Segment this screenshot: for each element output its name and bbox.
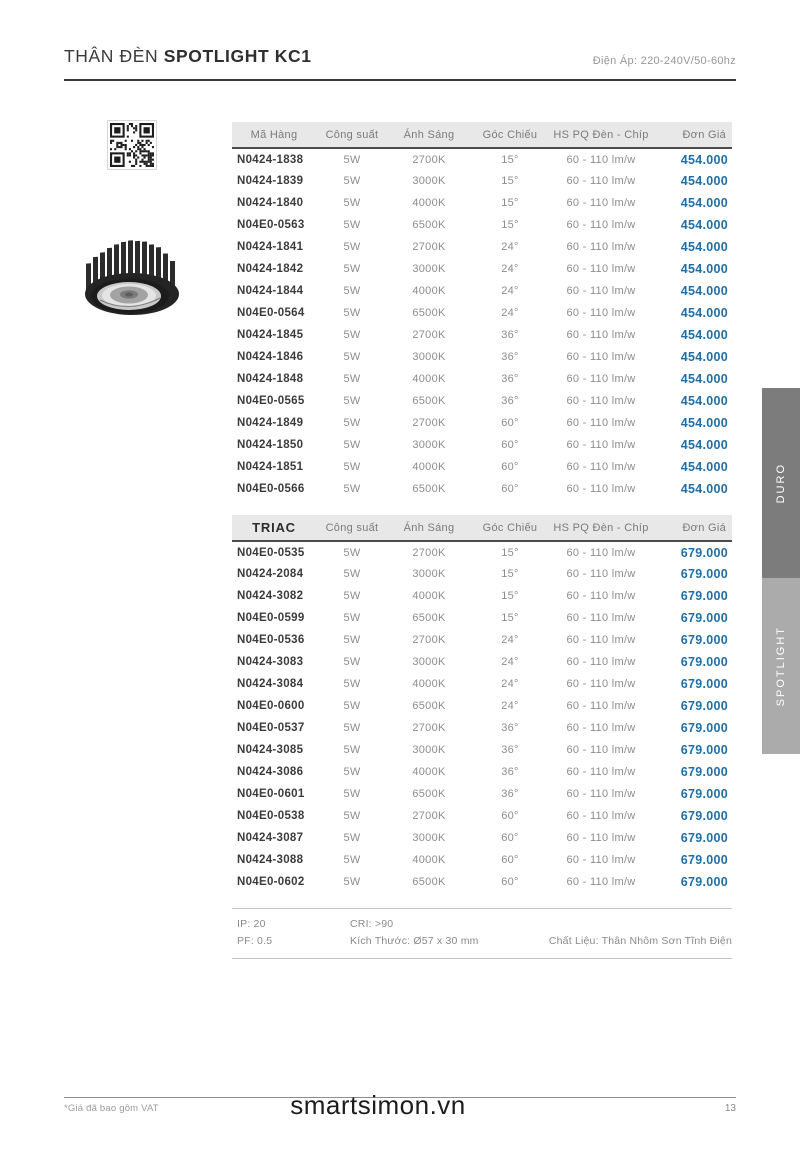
product-code: N04E0-0565 (237, 395, 305, 407)
product-row (232, 302, 732, 324)
efficacy: 60 - 110 lm/w (566, 788, 636, 800)
product-code: N04E0-0536 (237, 634, 305, 646)
beam-angle: 36° (501, 373, 519, 385)
wattage: 5W (343, 832, 361, 844)
color-temp: 4000K (412, 854, 446, 866)
price: 454.000 (680, 438, 728, 452)
qr-code-image (110, 123, 154, 167)
wattage: 5W (343, 197, 361, 209)
wattage: 5W (343, 722, 361, 734)
spec-material: Chất Liệu: Thân Nhôm Sơn Tĩnh Điện (548, 935, 732, 947)
product-image (80, 228, 184, 322)
column-header-efficacy: HS PQ Đèn - Chíp (550, 122, 652, 148)
beam-angle: 24° (501, 263, 519, 275)
color-temp: 2700K (412, 241, 446, 253)
color-temp: 4000K (412, 197, 446, 209)
column-header-beam-angle: Góc Chiếu (470, 515, 550, 541)
beam-angle: 60° (501, 439, 519, 451)
color-temp: 3000K (412, 439, 446, 451)
beam-angle: 15° (501, 197, 519, 209)
product-row (232, 280, 732, 302)
product-row (232, 434, 732, 456)
product-code: N0424-1839 (237, 175, 304, 187)
page-title (64, 46, 312, 67)
column-header-price: Đơn Giá (652, 515, 732, 541)
wattage: 5W (343, 285, 361, 297)
price: 679.000 (680, 809, 728, 823)
wattage: 5W (343, 810, 361, 822)
price: 454.000 (680, 372, 728, 386)
price: 679.000 (680, 831, 728, 845)
price: 679.000 (680, 853, 728, 867)
beam-angle: 36° (501, 788, 519, 800)
beam-angle: 60° (501, 832, 519, 844)
product-code: N04E0-0599 (237, 612, 305, 624)
price: 454.000 (680, 174, 728, 188)
efficacy: 60 - 110 lm/w (566, 590, 636, 602)
wattage: 5W (343, 612, 361, 624)
price: 679.000 (680, 721, 728, 735)
column-header-efficacy: HS PQ Đèn - Chíp (550, 515, 652, 541)
product-code: N04E0-0600 (237, 700, 305, 712)
product-row (232, 390, 732, 412)
efficacy: 60 - 110 lm/w (566, 197, 636, 209)
product-row (232, 783, 732, 805)
product-code: N0424-1838 (237, 153, 304, 166)
price: 679.000 (680, 743, 728, 757)
color-temp: 3000K (412, 832, 446, 844)
product-row (232, 673, 732, 695)
price: 679.000 (680, 589, 728, 603)
product-row (232, 346, 732, 368)
color-temp: 4000K (412, 461, 446, 473)
color-temp: 3000K (412, 351, 446, 363)
color-temp: 3000K (412, 568, 446, 580)
color-temp: 6500K (412, 788, 446, 800)
efficacy: 60 - 110 lm/w (566, 656, 636, 668)
efficacy: 60 - 110 lm/w (566, 153, 636, 166)
product-code: N04E0-0564 (237, 307, 305, 319)
efficacy: 60 - 110 lm/w (566, 634, 636, 646)
page-title-product: SPOTLIGHT KC1 (163, 46, 312, 66)
color-temp: 6500K (412, 307, 446, 319)
beam-angle: 15° (501, 546, 519, 559)
product-code: N04E0-0535 (237, 546, 305, 559)
product-row (232, 258, 732, 280)
product-code: N0424-1848 (237, 373, 304, 385)
product-code: N0424-3083 (237, 656, 304, 668)
price: 454.000 (680, 240, 728, 254)
beam-angle: 36° (501, 722, 519, 734)
efficacy: 60 - 110 lm/w (566, 439, 636, 451)
color-temp: 6500K (412, 395, 446, 407)
efficacy: 60 - 110 lm/w (566, 395, 636, 407)
wattage: 5W (343, 351, 361, 363)
efficacy: 60 - 110 lm/w (566, 241, 636, 253)
efficacy: 60 - 110 lm/w (566, 876, 636, 888)
product-row (232, 717, 732, 739)
efficacy: 60 - 110 lm/w (566, 766, 636, 778)
color-temp: 2700K (412, 153, 446, 166)
color-temp: 2700K (412, 546, 446, 559)
product-row (232, 607, 732, 629)
beam-angle: 36° (501, 744, 519, 756)
product-row (232, 214, 732, 236)
beam-angle: 15° (501, 175, 519, 187)
efficacy: 60 - 110 lm/w (566, 612, 636, 624)
product-code: N0424-3085 (237, 744, 304, 756)
efficacy: 60 - 110 lm/w (566, 832, 636, 844)
product-code: N04E0-0563 (237, 219, 305, 231)
efficacy: 60 - 110 lm/w (566, 219, 636, 231)
product-row (232, 805, 732, 827)
product-row (232, 324, 732, 346)
product-code: N0424-1849 (237, 417, 304, 429)
price: 454.000 (680, 306, 728, 320)
side-tab-spotlight-label: SPOTLIGHT (775, 625, 787, 707)
beam-angle: 24° (501, 656, 519, 668)
wattage: 5W (343, 788, 361, 800)
color-temp: 4000K (412, 285, 446, 297)
price: 454.000 (680, 394, 728, 408)
efficacy: 60 - 110 lm/w (566, 461, 636, 473)
product-row (232, 368, 732, 390)
efficacy: 60 - 110 lm/w (566, 722, 636, 734)
product-code: N0424-1841 (237, 241, 304, 253)
footer-page-number: 13 (724, 1103, 736, 1114)
side-tab-spotlight[interactable] (762, 578, 800, 754)
column-header-color-temp: Ánh Sáng (388, 122, 470, 148)
price: 454.000 (680, 460, 728, 474)
product-code: N0424-3082 (237, 590, 304, 602)
wattage: 5W (343, 241, 361, 253)
wattage: 5W (343, 590, 361, 602)
price: 679.000 (680, 611, 728, 625)
beam-angle: 60° (501, 461, 519, 473)
product-row (232, 871, 732, 893)
color-temp: 6500K (412, 876, 446, 888)
price-table-standard (232, 122, 732, 500)
wattage: 5W (343, 329, 361, 341)
price: 679.000 (680, 545, 728, 560)
beam-angle: 60° (501, 483, 519, 495)
beam-angle: 60° (501, 876, 519, 888)
price: 679.000 (680, 875, 728, 889)
spec-cri: CRI: >90 (350, 918, 394, 930)
color-temp: 2700K (412, 417, 446, 429)
beam-angle: 15° (501, 153, 519, 166)
price: 679.000 (680, 633, 728, 647)
color-temp: 6500K (412, 700, 446, 712)
spec-panel (232, 908, 732, 959)
wattage: 5W (343, 568, 361, 580)
column-header-product-code: TRIAC (232, 515, 316, 541)
efficacy: 60 - 110 lm/w (566, 483, 636, 495)
price: 679.000 (680, 567, 728, 581)
color-temp: 4000K (412, 678, 446, 690)
product-code: N0424-1844 (237, 285, 304, 297)
efficacy: 60 - 110 lm/w (566, 175, 636, 187)
wattage: 5W (343, 876, 361, 888)
product-row (232, 541, 732, 563)
voltage-spec: Điện Áp: 220-240V/50-60hz (592, 55, 736, 67)
efficacy: 60 - 110 lm/w (566, 307, 636, 319)
wattage: 5W (343, 373, 361, 385)
header-divider (64, 79, 736, 81)
product-row (232, 478, 732, 500)
wattage: 5W (343, 634, 361, 646)
color-temp: 2700K (412, 634, 446, 646)
spec-pf: PF: 0.5 (237, 935, 273, 947)
beam-angle: 24° (501, 700, 519, 712)
product-row (232, 629, 732, 651)
product-code: N0424-1850 (237, 439, 304, 451)
color-temp: 6500K (412, 483, 446, 495)
product-row (232, 236, 732, 258)
color-temp: 4000K (412, 766, 446, 778)
product-row (232, 849, 732, 871)
beam-angle: 15° (501, 612, 519, 624)
efficacy: 60 - 110 lm/w (566, 700, 636, 712)
product-row (232, 456, 732, 478)
product-code: N0424-3084 (237, 678, 304, 690)
beam-angle: 60° (501, 417, 519, 429)
price: 454.000 (680, 262, 728, 276)
efficacy: 60 - 110 lm/w (566, 417, 636, 429)
product-code: N04E0-0566 (237, 483, 305, 495)
wattage: 5W (343, 546, 361, 559)
column-header-color-temp: Ánh Sáng (388, 515, 470, 541)
product-code: N0424-2084 (237, 568, 304, 580)
efficacy: 60 - 110 lm/w (566, 744, 636, 756)
price: 454.000 (680, 328, 728, 342)
color-temp: 4000K (412, 373, 446, 385)
efficacy: 60 - 110 lm/w (566, 546, 636, 559)
footer-vat-note: *Giá đã bao gồm VAT (64, 1103, 159, 1114)
footer-website: smartsimon.vn (290, 1090, 466, 1120)
beam-angle: 24° (501, 285, 519, 297)
color-temp: 3000K (412, 656, 446, 668)
wattage: 5W (343, 153, 361, 166)
color-temp: 3000K (412, 263, 446, 275)
product-row (232, 412, 732, 434)
wattage: 5W (343, 700, 361, 712)
color-temp: 3000K (412, 175, 446, 187)
spec-row (232, 916, 732, 933)
wattage: 5W (343, 307, 361, 319)
column-header-product-code: Mã Hàng (232, 122, 316, 148)
product-row (232, 585, 732, 607)
color-temp: 6500K (412, 612, 446, 624)
product-row (232, 170, 732, 192)
beam-angle: 36° (501, 395, 519, 407)
product-row (232, 192, 732, 214)
product-code: N0424-3086 (237, 766, 304, 778)
product-code: N0424-1851 (237, 461, 304, 473)
qr-code (107, 120, 157, 170)
product-row (232, 739, 732, 761)
spec-dimensions: Kích Thước: Ø57 x 30 mm (350, 935, 479, 947)
product-row (232, 761, 732, 783)
table-header-row (232, 515, 732, 541)
beam-angle: 15° (501, 590, 519, 602)
wattage: 5W (343, 656, 361, 668)
beam-angle: 36° (501, 329, 519, 341)
product-code: N0424-3087 (237, 832, 304, 844)
price: 679.000 (680, 655, 728, 669)
price: 454.000 (680, 416, 728, 430)
side-tab-duro[interactable] (762, 388, 800, 578)
beam-angle: 24° (501, 307, 519, 319)
beam-angle: 15° (501, 568, 519, 580)
efficacy: 60 - 110 lm/w (566, 263, 636, 275)
efficacy: 60 - 110 lm/w (566, 373, 636, 385)
wattage: 5W (343, 854, 361, 866)
price: 454.000 (680, 152, 728, 167)
price: 454.000 (680, 284, 728, 298)
product-code: N0424-1846 (237, 351, 304, 363)
efficacy: 60 - 110 lm/w (566, 678, 636, 690)
product-code: N04E0-0602 (237, 876, 305, 888)
color-temp: 3000K (412, 744, 446, 756)
product-row (232, 695, 732, 717)
wattage: 5W (343, 219, 361, 231)
column-header-wattage: Công suất (316, 122, 388, 148)
wattage: 5W (343, 766, 361, 778)
product-code: N0424-3088 (237, 854, 304, 866)
wattage: 5W (343, 395, 361, 407)
wattage: 5W (343, 417, 361, 429)
price: 679.000 (680, 787, 728, 801)
price: 679.000 (680, 677, 728, 691)
wattage: 5W (343, 461, 361, 473)
product-code: N0424-1840 (237, 197, 304, 209)
efficacy: 60 - 110 lm/w (566, 351, 636, 363)
price: 679.000 (680, 765, 728, 779)
wattage: 5W (343, 175, 361, 187)
product-code: N0424-1842 (237, 263, 304, 275)
color-temp: 4000K (412, 590, 446, 602)
column-header-beam-angle: Góc Chiếu (470, 122, 550, 148)
beam-angle: 15° (501, 219, 519, 231)
beam-angle: 24° (501, 678, 519, 690)
price: 454.000 (680, 482, 728, 496)
color-temp: 2700K (412, 329, 446, 341)
wattage: 5W (343, 263, 361, 275)
beam-angle: 24° (501, 241, 519, 253)
color-temp: 6500K (412, 219, 446, 231)
beam-angle: 24° (501, 634, 519, 646)
product-row (232, 651, 732, 673)
wattage: 5W (343, 744, 361, 756)
product-code: N04E0-0537 (237, 722, 305, 734)
price: 679.000 (680, 699, 728, 713)
product-code: N04E0-0538 (237, 810, 305, 822)
beam-angle: 36° (501, 766, 519, 778)
product-code: N04E0-0601 (237, 788, 305, 800)
product-row (232, 827, 732, 849)
spec-ip: IP: 20 (237, 918, 266, 930)
efficacy: 60 - 110 lm/w (566, 329, 636, 341)
spotlight-module-illustration (80, 228, 184, 322)
beam-angle: 60° (501, 810, 519, 822)
spec-row (232, 933, 732, 950)
price: 454.000 (680, 218, 728, 232)
table-header-row (232, 122, 732, 148)
efficacy: 60 - 110 lm/w (566, 285, 636, 297)
beam-angle: 36° (501, 351, 519, 363)
efficacy: 60 - 110 lm/w (566, 568, 636, 580)
column-header-price: Đơn Giá (652, 122, 732, 148)
wattage: 5W (343, 678, 361, 690)
price-table-triac (232, 515, 732, 893)
wattage: 5W (343, 439, 361, 451)
product-code: N0424-1845 (237, 329, 304, 341)
price: 454.000 (680, 350, 728, 364)
wattage: 5W (343, 483, 361, 495)
beam-angle: 60° (501, 854, 519, 866)
color-temp: 2700K (412, 810, 446, 822)
page-title-category: THÂN ĐÈN (64, 46, 159, 66)
price: 454.000 (680, 196, 728, 210)
column-header-wattage: Công suất (316, 515, 388, 541)
side-tab-duro-label: DURO (775, 462, 787, 504)
efficacy: 60 - 110 lm/w (566, 854, 636, 866)
product-row (232, 148, 732, 170)
efficacy: 60 - 110 lm/w (566, 810, 636, 822)
color-temp: 2700K (412, 722, 446, 734)
product-row (232, 563, 732, 585)
